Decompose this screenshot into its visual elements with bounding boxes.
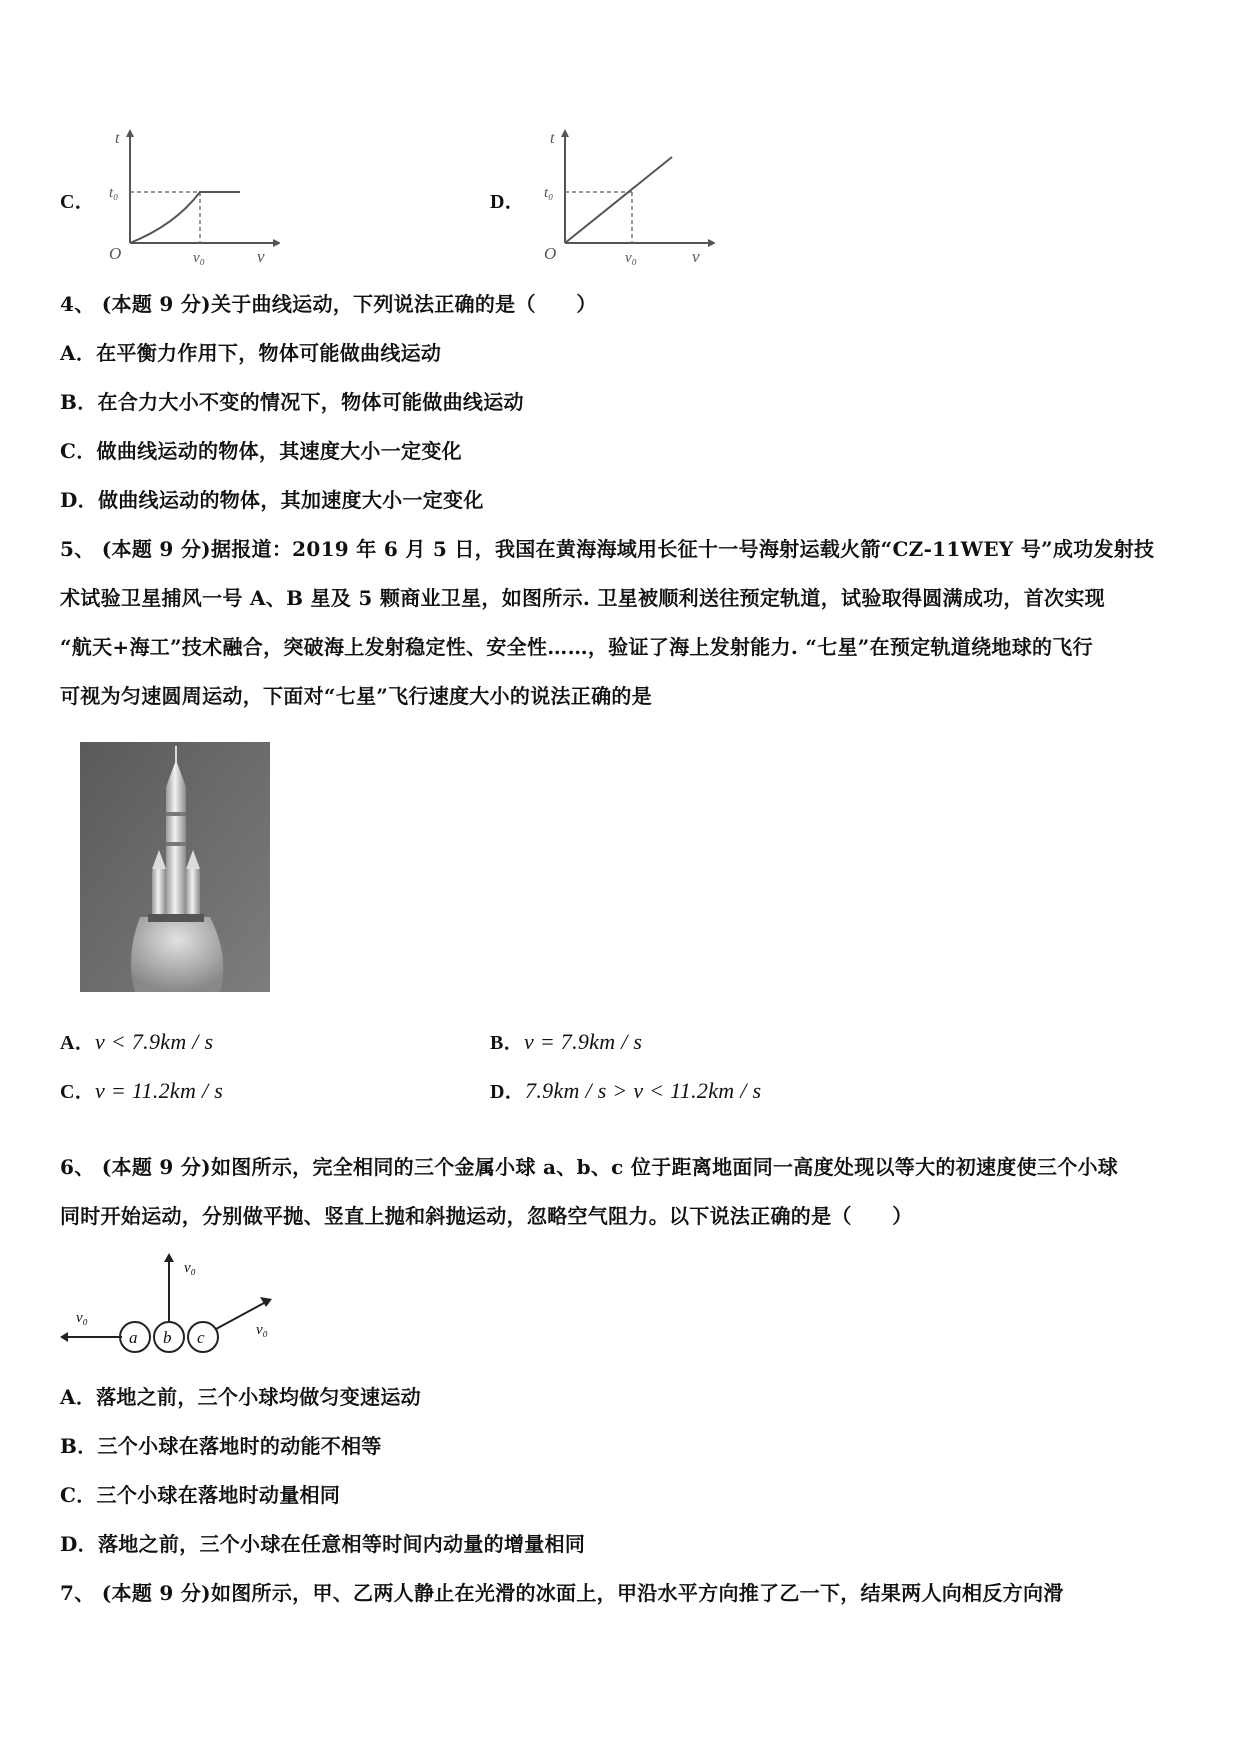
q6-balls-figure — [60, 1250, 290, 1360]
q7-stem: 7、 (本题 9 分)如图所示，甲、乙两人静止在光滑的冰面上，甲沿水平方向推了乙一下，结果两人向相反方向滑 — [60, 1581, 1064, 1605]
graph-c-t-label: t — [115, 130, 120, 147]
q6-stem-line-2: 同时开始运动，分别做平抛、竖直上抛和斜抛运动，忽略空气阻力。以下说法正确的是（ ） — [60, 1204, 913, 1228]
graph-d-t0-label: t₀ — [544, 185, 554, 201]
graph-c-t0-label: t₀ — [109, 185, 119, 201]
q6-stem-line-1: 6、 (本题 9 分)如图所示，完全相同的三个金属小球 a、b、c 位于距离地面同一高度处现以等大的初速度使三个小球 — [60, 1155, 1119, 1179]
q6-option-a: A．落地之前，三个小球均做匀变速运动 — [60, 1385, 421, 1409]
graph-c-v-label: v — [257, 247, 265, 265]
rocket-illustration — [80, 742, 270, 992]
q5-option-b: B．v = 7.9km / s — [490, 1029, 643, 1054]
q5-stem-line-3: “航天+海工”技术融合，突破海上发射稳定性、安全性……，验证了海上发射能力. “七星”在预定轨道绕地球的飞行 — [60, 635, 1093, 659]
graph-c-curve — [130, 192, 240, 243]
q5-stem-line-2: 术试验卫星捕风一号 A、B 星及 5 颗商业卫星，如图所示. 卫星被顺利送往预定轨道，试验取得圆满成功，首次实现 — [60, 586, 1105, 610]
q4-stem: 4、 (本题 9 分)关于曲线运动，下列说法正确的是（ ） — [60, 292, 597, 316]
v0-up-label: v₀ — [184, 1260, 196, 1276]
q3-option-d-label: D． — [490, 191, 526, 213]
q5-option-c: C．v = 11.2km / s — [60, 1078, 224, 1103]
q5-stem-line-1: 5、 (本题 9 分)据报道：2019 年 6 月 5 日，我国在黄海海域用长征十一号海射运载火箭“CZ-11WEY 号”成功发射技 — [60, 537, 1155, 561]
q6-option-d: D．落地之前，三个小球在任意相等时间内动量的增量相同 — [60, 1532, 586, 1556]
q3-option-c-label: C． — [60, 191, 96, 213]
v0-left-label: v₀ — [76, 1310, 88, 1326]
graph-d-v0-label: v₀ — [625, 250, 637, 265]
rocket-photo — [80, 742, 270, 992]
v0-right-label: v₀ — [256, 1322, 268, 1338]
q4-option-b: B．在合力大小不变的情况下，物体可能做曲线运动 — [60, 390, 524, 414]
graph-d-origin-label: O — [544, 244, 557, 263]
ball-a-label: a — [129, 1328, 138, 1347]
q6-option-c: C．三个小球在落地时动量相同 — [60, 1483, 341, 1507]
graph-c-v0-label: v₀ — [193, 250, 205, 265]
q5-option-a: A．v < 7.9km / s — [60, 1029, 214, 1054]
graph-d-v-label: v — [692, 247, 700, 265]
q5-option-d: D．7.9km / s > v < 11.2km / s — [490, 1078, 762, 1103]
graph-c-origin-label: O — [109, 244, 122, 263]
ball-c-label: c — [197, 1328, 205, 1347]
ball-b-label: b — [163, 1328, 172, 1347]
q5-stem-line-4: 可视为匀速圆周运动，下面对“七星”飞行速度大小的说法正确的是 — [60, 684, 653, 708]
q6-option-b: B．三个小球在落地时的动能不相等 — [60, 1434, 382, 1458]
q4-option-a: A．在平衡力作用下，物体可能做曲线运动 — [60, 341, 442, 365]
q4-option-c: C．做曲线运动的物体，其速度大小一定变化 — [60, 439, 462, 463]
q4-option-d: D．做曲线运动的物体，其加速度大小一定变化 — [60, 488, 484, 512]
q3-graph-c — [105, 125, 280, 265]
graph-d-t-label: t — [550, 130, 555, 147]
q3-graph-d — [540, 125, 715, 265]
graph-d-line — [565, 157, 672, 243]
